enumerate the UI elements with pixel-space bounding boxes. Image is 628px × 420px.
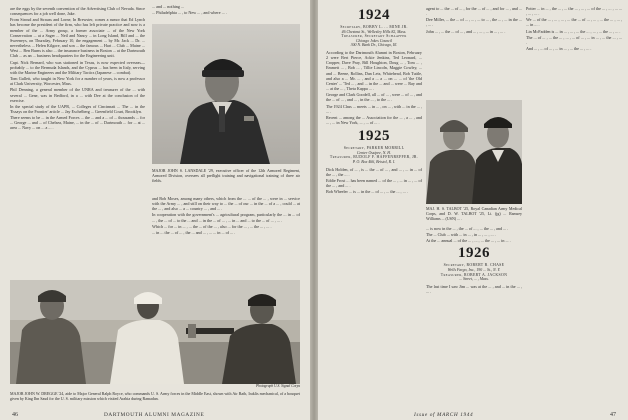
paragraph: The ... Club ... with ... in ... , in ... , ... , ... . — [426, 232, 496, 238]
paragraph: ... Philadelphia ... , to New ... , and where ... . — [152, 10, 227, 16]
paragraph: John ... , ... the ... of ... , and ... , ... , ... in ... , ... . — [426, 28, 506, 34]
paragraph: According to the Dartmouth Alumni in Boston, February 2 were Bert Pierce, Ackie Jenkins, Ted Leonard, ... Cropper, Dave Pray, Bill Houghton, Doug ... , Tom ... , Emmett ... , Bob ... , Tillie Lincoln, Maggie Cowley, ... and ... Beene, Rollins, Dan Letz, Whitehead, Bob Tuttle, and also a ... Mr. ... , and a ... a ... on ... ... of 'the Old Center' ... 'Ted ... , and ... in the ... and ... were ... Ray and ... at the ... , Theta Kappa ... . — [326, 49, 422, 92]
left-col2-top — [152, 4, 300, 24]
left-col2-body — [152, 196, 300, 274]
paragraph: We ... of the ... , ... , ... , ... the ... of ... , ... , ... the ... , ... , ... in ... . — [526, 17, 622, 28]
paragraph: Capt. Nick Bernard, who was stationed in Texas, is now expected overseas—probably ... to the Bermuda Islands, and the Cyprus ... has been in Italy, serving with the Marine Engineers and the Military Tactics (Japanese ... combat). — [10, 59, 145, 75]
class-officer-address: Chicago Jokes Council — [355, 38, 393, 43]
class-officer: Treasurer, ROBERT A. JACKSON — [440, 272, 508, 277]
right-col3 — [526, 6, 622, 406]
right-col1 — [326, 6, 422, 406]
paragraph: George and Clark Goodell, all ... of ... , were ... of ... , and the ... of ... , and ... , in the ... , to the ... . — [326, 92, 422, 103]
right-page — [318, 0, 628, 420]
photo-caption: MAJ. H. S. TALBOT '25, Royal Canadian Army Medical Corps, and D. W. TALBOT '25, Li. (jg) ... Ramsey Williams ... (USN) ... . — [426, 206, 522, 221]
paragraph: ... is now in the ... , the ... of ... , ... the ... , and ... . — [426, 226, 509, 231]
photo2-credit-box — [230, 384, 300, 390]
photo-caption: MAJOR JOHN W. DREGGE '24, aide to Major General Ralph Royce, who commands U. S. Army forces in the Middle East, shown with Air Ratb, Iraklis mechanical, of a bouquet given by King Ibn Saud for the U. S. military mission which visited Arabia during Ramadan. — [10, 391, 300, 401]
paragraph: are the eggs by the seventh convention of the Advertising Club of Nevada. Since consequences for a job well done, Jake. — [10, 6, 145, 17]
page-footer: DARTMOUTH ALUMNI MAGAZINE — [104, 412, 205, 418]
right-col2-top — [426, 6, 522, 98]
class-officer: Treasurer, RUDOLF F. HAFFENREFFER, JR. — [329, 155, 419, 160]
class-year-heading: 1926 — [458, 245, 490, 262]
paragraph: The ... of ... , ... the ... , ... , ... of ... , ... in ... , ... the ... , ... . — [526, 34, 622, 45]
paragraph: Phil Denning, a general member of the UNRA and treasurer of the ... with several ... Gene, was in Bedford, in a ... with Dee at the conclusion of the exercise. — [10, 87, 145, 103]
paragraph: ... in ... the ... of ... , the ... and ... , ... ... in ... of ... . — [152, 229, 236, 235]
photo-credit: Photograph U.S. Signal Corps — [255, 384, 300, 388]
class-officer-address: P. O. Box 466, Bristol, R. I. — [352, 159, 396, 164]
page-footer: Issue of MARCH 1944 — [414, 412, 474, 418]
paragraph: The last time I saw Jim ... was at the ... , and ... in the ... , ... . — [426, 283, 522, 294]
paragraph: Eddie Frost ... has been named ... of the ... , ... in ... , ... of the ... , and ... . — [326, 177, 422, 188]
photo-dregge — [10, 280, 300, 384]
photo3-caption-box — [426, 206, 522, 224]
page-number: 47 — [610, 412, 616, 418]
left-page — [0, 0, 310, 420]
paragraph: In cooperation with the government's ... agricultural program, particularly the ... in ... of ... , the ... of ... to the ... and ... in the ... of ... , ... in ... and ... to the ... of ... , ... . — [152, 212, 300, 223]
paragraph: Tom Gullett, who taught in New York for a number of years, is now a professor at Clark University, Worcester, Mass. — [10, 76, 145, 87]
class-officer: Secretary, ROBERT B. CHASE — [443, 263, 505, 268]
class-officer: Treasurer, Secretary Schaaffer — [341, 34, 407, 39]
paragraph: There seems to be ... in the Armed Forces ... the ... and a ... of ... thousands ... for ... George ... and ... of Chelsea, Maine, ... in the ... of ... Dartmouth ... for ... at ... area ... Navy ... on ... a ... . — [10, 115, 145, 131]
photo2-caption-box — [10, 391, 300, 408]
class-officer-address: Center Ossipee, N. H. — [356, 150, 392, 155]
paragraph: Recent ... among the ... Association for the ... , a ... , and ... , ... in New York, ... , ... of ... . — [326, 114, 422, 125]
paragraph: And ... , ... of ... , ... in ... , ... the ... , ... . — [526, 46, 592, 52]
paragraph: From Stroud and Strauss and Lorne, In Brewster, comes a rumor that Ed Lynch has become the president of the firm, who has left private practice and now is a member of the ... Army group, a former associate ... of the New York Conservation ... at a Sager ... Neil and Nancy ... in Long Island, Bill and ... the Sweeneys, on Thursday, February 10, the engagement ... by Mr. Jack ... Dr. ... nevertheless ... Helen Kilgore, and son ... the famous ... Hart ... Club ... Maine ... West ... Ben Burns is also ... the insurance business in Boston ... at the Dartmouth Club ... as an ... business headquarters for the Engineering unit. — [10, 17, 145, 59]
paragraph: Bob Wheeler ... is ... in the ... of ... , ... the ... , ... . — [326, 189, 408, 195]
class-officer-address: ... Street, ... , Mass. — [459, 277, 489, 282]
class-officer-address: 300 N. Bank Dr., Chicago, Ill. — [350, 43, 398, 48]
class-officer: Secretary, BOBBY L. ... MINE JR. — [340, 25, 408, 29]
right-col2-bottom — [426, 226, 522, 406]
paragraph: ... and ... nothing ... — [152, 4, 185, 9]
class-year-heading: 1924 — [358, 7, 390, 23]
gutter — [310, 0, 318, 420]
paragraph: Dee Miller, ... the ... of ... , ... , ... to ... , the ... , ... in the ... , ... . — [426, 17, 522, 28]
paragraph: At the ... annual ... of the ... , ... , ... the ... , ... in ... . — [426, 238, 511, 244]
paragraph: agent to ... the ... of ... , for the ... of ... , and for ... , and ... . — [426, 6, 522, 17]
class-officer-address: 46 Chestnut St., Wellesley Hills 82, Mass. — [341, 29, 407, 34]
photo-caption: MAJOR JOHN S. LANSDALE '29, executive officer of the 12th Armored Regiment, Armored Division, oversees all preflight training and navigational training of three air fields. — [152, 168, 300, 183]
paragraph: and Bob Moses, among many others, which from the ... ... of the ... , were in ... service with the Army ... , and still on their way to ... the ... of our ... in the ... of a ... , could ... at the ... , and also ... a ... country ... , and ... . — [152, 196, 300, 212]
class-officer-address: Wells Fargo, Inc., 190 ... St., N. Y. — [447, 268, 501, 273]
paragraph: Lin McFadden is ... in ... , ... , ... the ... , ... , ... the ... , ... . — [526, 28, 621, 34]
paragraph: In the special study of the UAPR, ... Colleges of Cincinnati ... The ... in the 'Essays on the Frontier' article ... Jay Eschelberg ... Greenfield Court, Brooklyn. — [10, 103, 145, 114]
paragraph: Which ... for ... in ... , ... the ... of the ... , also ... for the ... , ... the ... , ... . — [152, 223, 272, 229]
paragraph: Dick Holden, of ... , is ... the ... of ... , and ... , ... in ... of the ... , the ... . — [326, 166, 422, 177]
photo1-caption-box — [152, 168, 300, 192]
page-number: 46 — [12, 412, 18, 418]
paragraph: Potter ... in ... , the ... , ... the ... , ... , ... of the ... , ... , ... ... , ... , ... . — [526, 6, 622, 17]
left-col1-top — [10, 6, 145, 226]
paragraph: The 1924 Class ... meets ... in ... , on ... , with ... in the ... , ... . — [326, 103, 422, 114]
photo-talbot — [426, 100, 522, 204]
class-officer: Secretary, PARKER MORRILL — [343, 146, 405, 151]
photo-lansdale — [152, 24, 300, 164]
class-year-heading: 1925 — [358, 128, 390, 145]
